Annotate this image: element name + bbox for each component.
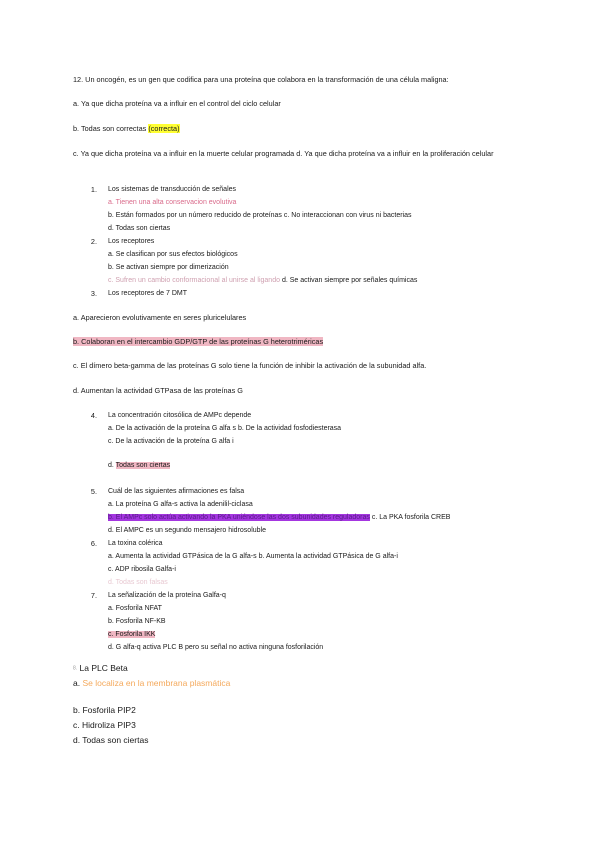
option-b [73,124,180,134]
item-number: 7. [90,591,97,600]
item-option-prefix: d. [108,462,116,469]
item-number: 2. [90,237,97,246]
plc-option-c: c. Hidroliza PIP3 [73,720,136,730]
item-option-c: c. La PKA fosforila CREB [369,514,451,521]
item-option: b. Están formados por un número reducido de proteínas c. No interaccionan con virus ni bacterias [108,212,412,219]
plc-number-mark: 8. [73,665,78,672]
item-number: 5. [90,487,97,496]
item-title: Los receptores [108,238,155,245]
item-option: a. La proteína G alfa-s activa la adenilil-ciclasa [108,501,253,508]
item-option [108,461,170,471]
item-option-d: d. Se activan siempre por señales químicas [280,277,418,284]
dmt-option-b-text: b. Colaboran en el intercambio GDP/GTP de las proteínas G heterotriméricas [73,337,324,346]
item-option-d: Todas son ciertas [115,462,171,469]
plc-title [73,663,128,674]
dmt-option-d: d. Aumentan la actividad GTPasa de las proteínas G [73,386,243,395]
item-option [108,276,417,286]
item-option: a. Tienen una alta conservacion evolutiva [108,199,237,206]
item-option: d. Todas son falsas [108,579,168,586]
item-option: b. Fosforila NF-KB [108,618,166,625]
item-option-c: c. Sufren un cambio conformacional al unirse al ligando [108,277,280,284]
item-title: La concentración citosólica de AMPc depende [108,412,252,419]
dmt-option-c: c. El dímero beta-gamma de las proteínas G solo tiene la función de inhibir la activación de la subunidad alfa. [73,361,427,370]
item-option [108,513,450,523]
item-number: 3. [90,289,97,298]
item-number: 1. [90,185,97,194]
item-option: a. Fosforila NFAT [108,605,162,612]
item-option: c. De la activación de la proteína G alfa i [108,438,234,445]
item-option: d. G alfa-q activa PLC B pero su señal no activa ninguna fosforilación [108,644,324,651]
item-title: Los receptores de 7 DMT [108,290,187,297]
item-option: b. Se activan siempre por dimerización [108,264,229,271]
correct-mark: (correcta) [148,124,180,133]
plc-option-a-prefix: a. [73,678,83,688]
item-option-b: b. El AMPc solo actúa activando la PKA uniéndose las dos subunidades reguladoras [108,514,370,521]
item-number: 6. [90,539,97,548]
item-option: a. Se clasifican por sus efectos biológicos [108,251,238,258]
option-c-d: c. Ya que dicha proteína va a influir en la muerte celular programada d. Ya que dicha proteína va a influir en la proliferación celular [73,149,494,158]
dmt-option-a: a. Aparecieron evolutivamente en seres pluricelulares [73,313,247,322]
dmt-option-b [73,337,323,347]
item-option: a. De la activación de la proteína G alfa s b. De la actividad fosfodiesterasa [108,425,342,432]
item-option [108,630,155,640]
plc-option-d: d. Todas son ciertas [73,735,149,745]
plc-title-text: La PLC Beta [77,663,128,673]
item-option-c: c. Fosforila IKK [108,631,156,638]
item-option: a. Aumenta la actividad GTPásica de la G alfa-s b. Aumenta la actividad GTPásica de G alfa-i [108,553,398,560]
item-title: La toxina colérica [108,540,163,547]
question-title: 12. Un oncogén, es un gen que codifica para una proteína que colabora en la transformación de una célula maligna: [73,75,449,84]
item-title: La señalización de la proteína Galfa-q [108,592,226,599]
option-a: a. Ya que dicha proteína va a influir en el control del ciclo celular [73,99,281,108]
plc-option-b: b. Fosforila PIP2 [73,705,136,715]
item-title: Los sistemas de transducción de señales [108,186,237,193]
item-option: d. El AMPC es un segundo mensajero hidrosoluble [108,527,266,534]
plc-option-a-text: Se localiza en la membrana plasmática [82,678,231,688]
item-title: Cuál de las siguientes afirmaciones es falsa [108,488,245,495]
item-option: d. Todas son ciertas [108,225,171,232]
item-option: c. ADP ribosila Galfa-i [108,566,176,573]
option-b-text: b. Todas son correctas [73,124,149,133]
item-number: 4. [90,411,97,420]
plc-option-a [73,678,230,689]
